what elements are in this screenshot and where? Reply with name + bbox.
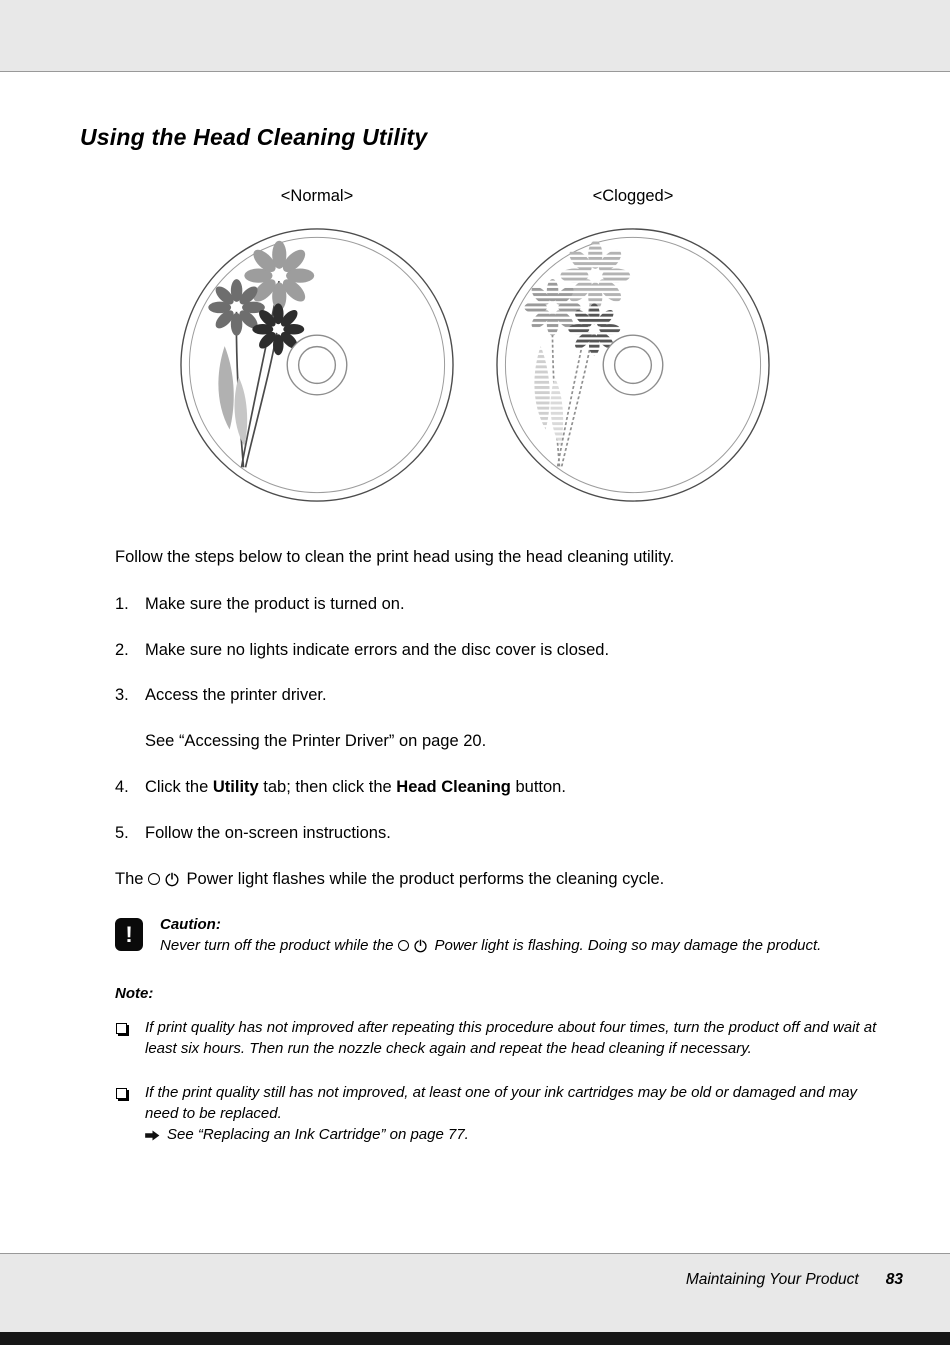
disc-clogged-label: <Clogged>: [592, 187, 674, 205]
cross-reference-text: See “Replacing an Ink Cartridge” on page 77.: [167, 1126, 469, 1144]
page-title: Using the Head Cleaning Utility: [80, 124, 428, 150]
utility-tab-name: Utility: [212, 777, 259, 796]
step-text: Make sure the product is turned on.: [145, 594, 405, 613]
step-text: [145, 778, 566, 798]
step-number: 4.: [115, 777, 129, 796]
step-number: 3.: [115, 686, 129, 705]
footer-band: [0, 1253, 950, 1332]
power-light-sentence: [115, 870, 905, 890]
step-text: Follow the on-screen instructions.: [145, 823, 391, 842]
text-run: button.: [510, 777, 566, 796]
step-4: [115, 778, 905, 798]
note-text: [145, 1083, 887, 1146]
disc-normal-illustration: [178, 226, 456, 504]
step-3-cross-reference[interactable]: See “Accessing the Printer Driver” on page 20.: [145, 732, 487, 751]
power-icon: [164, 871, 180, 887]
header-band: [0, 0, 950, 72]
step-text: Make sure no lights indicate errors and the disc cover is closed.: [145, 640, 610, 659]
text-run: tab; then click the: [258, 777, 397, 796]
step-2: [115, 641, 905, 661]
nozzle-check-figure: [0, 187, 950, 504]
head-cleaning-button-name: Head Cleaning: [396, 777, 511, 796]
disc-normal-label: <Normal>: [280, 187, 354, 205]
disc-clogged-illustration: [494, 226, 772, 504]
text-run: The: [115, 869, 144, 888]
note-item: [115, 1083, 905, 1146]
bottom-bar: [0, 1332, 950, 1345]
intro-paragraph: Follow the steps below to clean the print head using the head cleaning utility.: [115, 548, 675, 566]
step-1: [115, 595, 905, 615]
exclamation-glyph: !: [125, 921, 133, 947]
caution-label: Caution:: [160, 916, 221, 934]
footer: [0, 1253, 950, 1345]
step-number: 5.: [115, 823, 129, 842]
footer-section-title: Maintaining Your Product: [685, 1271, 859, 1288]
note-item: [115, 1018, 905, 1059]
disc-clogged: [494, 187, 772, 504]
caution-body: [160, 915, 875, 956]
caution-text: [160, 936, 875, 957]
bullet-square-icon: [116, 1088, 127, 1099]
light-circle-icon: [148, 873, 160, 885]
caution-icon: [115, 918, 143, 951]
step-number: 1.: [115, 594, 129, 613]
cross-reference[interactable]: [145, 1125, 887, 1146]
bullet-square-icon: [116, 1023, 127, 1034]
text-run: Never turn off the product while the: [160, 937, 394, 955]
step-number: 2.: [115, 640, 129, 659]
step-text: Access the printer driver.: [145, 686, 327, 705]
note-label: Note:: [115, 984, 154, 1002]
text-run: Click the: [145, 777, 213, 796]
power-icon: [413, 938, 428, 953]
note-text-line: If the print quality still has not improved, at least one of your ink cartridges may be old or damaged and may need to be replaced.: [145, 1083, 858, 1122]
caution-block: [115, 915, 905, 956]
step-5: [115, 824, 905, 844]
body-content: [115, 548, 905, 1146]
light-circle-icon: [398, 940, 409, 951]
disc-normal: [178, 187, 456, 504]
note-block: [115, 984, 905, 1146]
step-3: [115, 686, 905, 706]
text-run: Power light flashes while the product performs the cleaning cycle.: [186, 869, 665, 888]
note-text: If print quality has not improved after repeating this procedure about four times, turn the product off and wait at least six hours. Then run the nozzle check again and repeat the head cleaning if necessary.: [145, 1019, 877, 1058]
arrow-right-icon: [145, 1130, 160, 1141]
footer-page-number: 83: [885, 1271, 903, 1288]
text-run: Power light is flashing. Doing so may damage the product.: [434, 937, 822, 955]
